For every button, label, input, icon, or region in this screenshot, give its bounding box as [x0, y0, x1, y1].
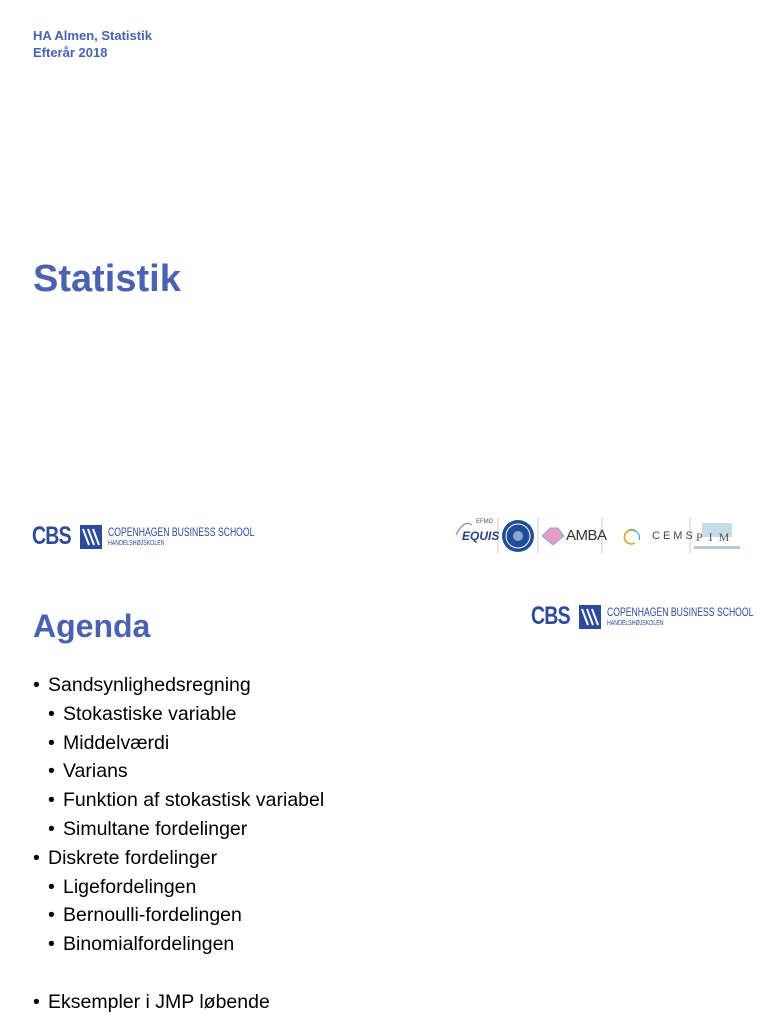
agenda-item	[33, 844, 324, 873]
cbs-wordmark: CBS	[531, 602, 570, 630]
efmd-text: EFMD	[476, 519, 493, 525]
bullet-icon: •	[48, 702, 55, 725]
bullet-icon: •	[48, 904, 55, 927]
bullet-icon: •	[48, 789, 55, 812]
agenda-list	[33, 671, 324, 1017]
amba-text: AMBA	[566, 527, 607, 544]
slide-title: Statistik	[33, 258, 181, 300]
agenda-title: Agenda	[33, 608, 151, 644]
cbs-subtitle: HANDELSHØJSKOLEN	[606, 619, 664, 627]
agenda-item-text: Sandsynlighedsregning	[48, 674, 251, 696]
bullet-icon: •	[48, 817, 55, 840]
cbs-logo-small	[531, 602, 768, 631]
accreditation-logos	[450, 515, 745, 557]
agenda-item	[33, 930, 324, 959]
bullet-icon: •	[48, 731, 55, 754]
course-term: Efterår 2018	[33, 45, 108, 60]
equis-text: EQUIS	[462, 529, 500, 543]
cems-text: CEMS	[652, 530, 696, 542]
cbs-emblem-icon	[80, 525, 102, 549]
agenda-item-text: Simultane fordelinger	[63, 817, 248, 840]
agenda-item-text: Diskrete fordelinger	[48, 846, 218, 869]
agenda-item-text: Eksempler i JMP løbende	[48, 990, 270, 1013]
cbs-logo	[32, 522, 311, 551]
agenda-item	[33, 671, 324, 700]
agenda-item-text: Middelværdi	[63, 731, 170, 754]
agenda-item-text: Varians	[63, 760, 128, 783]
bullet-icon: •	[48, 933, 55, 956]
cbs-emblem-icon	[579, 605, 601, 629]
cbs-name: COPENHAGEN BUSINESS SCHOOL	[107, 524, 255, 539]
agenda-item-text: Bernoulli-fordelingen	[63, 904, 242, 927]
pim-text: PIM	[696, 530, 736, 544]
agenda-item	[33, 786, 324, 815]
agenda-item-text: Ligefordelingen	[63, 875, 197, 898]
agenda-item-text: Stokastiske variable	[63, 702, 237, 725]
bullet-icon: •	[33, 846, 40, 869]
agenda-item	[33, 700, 324, 729]
agenda-item	[33, 729, 324, 758]
agenda-slide	[0, 570, 768, 1024]
bullet-icon: •	[33, 674, 40, 696]
cbs-subtitle: HANDELSHØJSKOLEN	[107, 539, 165, 547]
bullet-icon: •	[48, 875, 55, 898]
agenda-item	[33, 901, 324, 930]
agenda-item	[33, 988, 324, 1017]
course-info	[33, 27, 152, 61]
cbs-name: COPENHAGEN BUSINESS SCHOOL	[606, 604, 754, 619]
agenda-item-text: Funktion af stokastisk variabel	[63, 789, 325, 812]
cbs-wordmark: CBS	[32, 522, 71, 550]
agenda-item	[33, 873, 324, 902]
bullet-icon: •	[48, 760, 55, 783]
agenda-item	[33, 815, 324, 844]
bullet-icon: •	[33, 990, 40, 1013]
agenda-item-text: Binomialfordelingen	[63, 933, 235, 956]
agenda-item	[33, 757, 324, 786]
course-name: HA Almen, Statistik	[33, 28, 152, 43]
